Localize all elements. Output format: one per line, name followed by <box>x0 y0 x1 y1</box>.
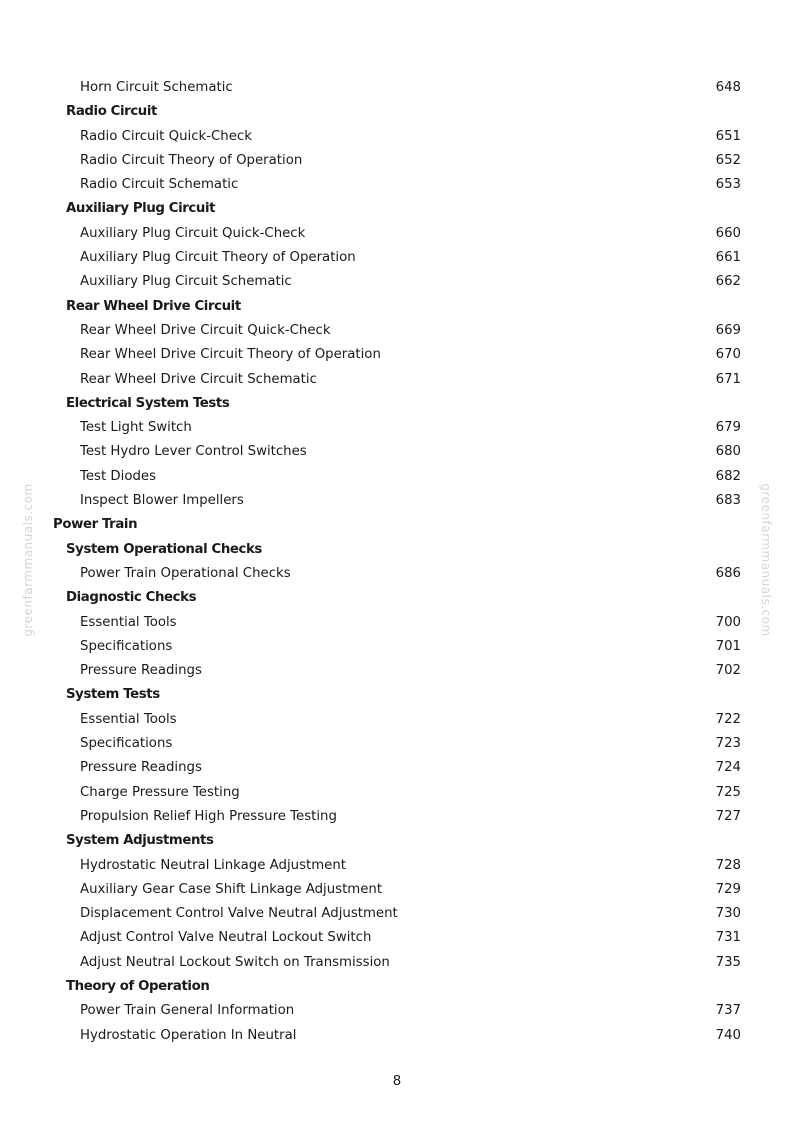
toc-entry-title: Test Diodes <box>80 468 157 484</box>
toc-entry-title: Theory of Operation <box>66 978 210 994</box>
toc-entry-title: Adjust Neutral Lockout Switch on Transmission <box>80 954 390 970</box>
toc-entry-title: Specifications <box>80 638 173 654</box>
table-of-contents <box>0 76 794 1048</box>
toc-entry[interactable] <box>0 319 794 343</box>
toc-entry[interactable] <box>0 854 794 878</box>
toc-entry[interactable] <box>0 1024 794 1048</box>
toc-entry-title: Essential Tools <box>80 614 177 630</box>
toc-entry-page-number: 700 <box>715 614 741 630</box>
toc-entry[interactable] <box>0 246 794 270</box>
toc-entry[interactable] <box>0 902 794 926</box>
toc-entry[interactable] <box>0 951 794 975</box>
toc-entry-title: Rear Wheel Drive Circuit Theory of Operation <box>80 347 381 363</box>
toc-entry-title: Power Train General Information <box>80 1003 295 1019</box>
toc-entry-title: Auxiliary Gear Case Shift Linkage Adjustment <box>80 881 383 897</box>
toc-entry-title: Power Train <box>53 517 138 533</box>
toc-entry-title: Diagnostic Checks <box>66 590 197 606</box>
toc-section-heading <box>0 586 794 610</box>
toc-entry[interactable] <box>0 440 794 464</box>
toc-entry[interactable] <box>0 270 794 294</box>
toc-entry-page-number: 723 <box>715 736 741 752</box>
toc-entry-page-number: 727 <box>715 808 741 824</box>
toc-entry[interactable] <box>0 489 794 513</box>
toc-entry[interactable] <box>0 756 794 780</box>
toc-entry[interactable] <box>0 149 794 173</box>
toc-entry-page-number: 686 <box>715 565 741 581</box>
toc-entry-page-number: 728 <box>715 857 741 873</box>
toc-entry-page-number: 660 <box>715 225 741 241</box>
toc-entry-page-number: 731 <box>715 930 741 946</box>
toc-entry-title: Radio Circuit Quick-Check <box>80 128 252 144</box>
toc-entry-title: Electrical System Tests <box>66 395 230 411</box>
toc-entry[interactable] <box>0 659 794 683</box>
toc-entry-page-number: 653 <box>715 177 741 193</box>
toc-entry[interactable] <box>0 878 794 902</box>
toc-entry-page-number: 670 <box>715 347 741 363</box>
toc-entry-page-number: 661 <box>715 250 741 266</box>
toc-entry-title: Horn Circuit Schematic <box>80 80 233 95</box>
toc-entry-title: Pressure Readings <box>80 663 202 679</box>
toc-entry[interactable] <box>0 343 794 367</box>
toc-entry[interactable] <box>0 76 794 100</box>
toc-entry-page-number: 737 <box>715 1003 741 1019</box>
toc-entry-title: Specifications <box>80 736 173 752</box>
toc-section-heading <box>0 975 794 999</box>
toc-section-heading <box>0 295 794 319</box>
toc-section-heading <box>0 683 794 707</box>
toc-entry-page-number: 724 <box>715 760 741 776</box>
toc-entry[interactable] <box>0 781 794 805</box>
toc-entry-title: Pressure Readings <box>80 760 202 776</box>
toc-entry-title: Radio Circuit Schematic <box>80 177 239 193</box>
toc-entry-page-number: 729 <box>715 881 741 897</box>
toc-entry-page-number: 651 <box>715 128 741 144</box>
toc-entry-title: Hydrostatic Neutral Linkage Adjustment <box>80 857 346 873</box>
toc-entry[interactable] <box>0 635 794 659</box>
toc-entry-page-number: 683 <box>715 493 741 509</box>
toc-entry-title: Hydrostatic Operation In Neutral <box>80 1027 297 1043</box>
toc-entry-page-number: 680 <box>715 444 741 460</box>
toc-entry-title: Power Train Operational Checks <box>80 565 291 581</box>
toc-entry-title: Rear Wheel Drive Circuit <box>66 298 241 314</box>
toc-entry-page-number: 679 <box>715 420 741 436</box>
toc-entry-title: Test Hydro Lever Control Switches <box>80 444 307 460</box>
toc-entry-page-number: 702 <box>715 663 741 679</box>
toc-entry-page-number: 701 <box>715 638 741 654</box>
toc-entry-title: System Tests <box>66 687 160 703</box>
toc-entry[interactable] <box>0 173 794 197</box>
toc-entry-page-number: 735 <box>715 954 741 970</box>
toc-entry-title: Adjust Control Valve Neutral Lockout Switch <box>80 930 372 946</box>
toc-entry-title: Auxiliary Plug Circuit Theory of Operation <box>80 250 356 266</box>
toc-section-heading <box>0 538 794 562</box>
toc-section-heading <box>0 829 794 853</box>
toc-entry-title: Auxiliary Plug Circuit <box>66 201 216 217</box>
toc-entry-page-number: 671 <box>715 371 741 387</box>
toc-entry[interactable] <box>0 926 794 950</box>
toc-entry-title: Auxiliary Plug Circuit Quick-Check <box>80 225 306 241</box>
toc-entry-title: Inspect Blower Impellers <box>80 493 244 509</box>
toc-entry-title: Essential Tools <box>80 711 177 727</box>
toc-entry-title: System Adjustments <box>66 833 214 849</box>
toc-entry-title: Rear Wheel Drive Circuit Quick-Check <box>80 322 331 338</box>
toc-entry-title: Propulsion Relief High Pressure Testing <box>80 808 337 824</box>
page-number: 8 <box>392 1074 402 1089</box>
toc-section-heading <box>0 392 794 416</box>
toc-entry-page-number: 662 <box>715 274 741 290</box>
toc-entry-page-number: 730 <box>715 906 741 922</box>
toc-entry-page-number: 648 <box>715 80 741 95</box>
toc-section-heading <box>0 197 794 221</box>
watermark-right: greenfarmmanuals.com <box>759 483 773 637</box>
toc-entry-page-number: 740 <box>715 1027 741 1043</box>
toc-entry[interactable] <box>0 125 794 149</box>
toc-entry-page-number: 725 <box>715 784 741 800</box>
toc-entry-title: Test Light Switch <box>80 420 192 436</box>
toc-entry[interactable] <box>0 732 794 756</box>
toc-entry-title: Radio Circuit <box>66 104 157 120</box>
toc-entry-title: Displacement Control Valve Neutral Adjustment <box>80 906 398 922</box>
toc-entry-page-number: 722 <box>715 711 741 727</box>
toc-entry-page-number: 652 <box>715 152 741 168</box>
toc-entry-title: Rear Wheel Drive Circuit Schematic <box>80 371 317 387</box>
toc-entry[interactable] <box>0 222 794 246</box>
toc-entry-title: Charge Pressure Testing <box>80 784 240 800</box>
toc-entry[interactable] <box>0 562 794 586</box>
toc-entry[interactable] <box>0 611 794 635</box>
toc-entry-title: Auxiliary Plug Circuit Schematic <box>80 274 292 290</box>
toc-section-heading <box>0 100 794 124</box>
toc-entry[interactable] <box>0 708 794 732</box>
toc-entry-page-number: 682 <box>715 468 741 484</box>
toc-entry[interactable] <box>0 999 794 1023</box>
toc-entry-page-number: 669 <box>715 322 741 338</box>
toc-entry-title: System Operational Checks <box>66 541 262 557</box>
watermark-left: greenfarmmanuals.com <box>21 483 35 637</box>
toc-entry[interactable] <box>0 805 794 829</box>
toc-entry-title: Radio Circuit Theory of Operation <box>80 152 303 168</box>
toc-chapter-heading <box>0 513 794 537</box>
toc-entry[interactable] <box>0 465 794 489</box>
toc-entry[interactable] <box>0 368 794 392</box>
toc-entry[interactable] <box>0 416 794 440</box>
